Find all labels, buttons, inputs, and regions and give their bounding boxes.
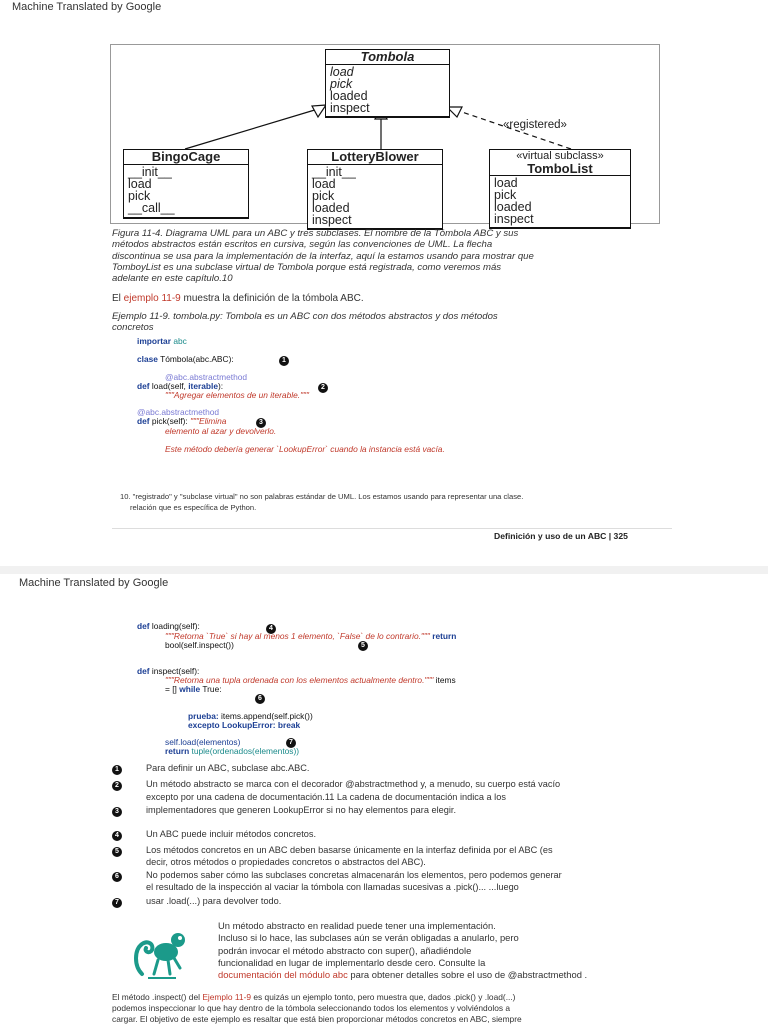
example-title xyxy=(112,312,498,333)
example-link[interactable]: Ejemplo 11-9 xyxy=(202,992,252,1002)
break-keyword: break xyxy=(275,720,301,730)
tip-line-tail: para obtener detalles sobre el uso de @abstractmethod . xyxy=(347,969,588,981)
list-item-text: Para definir un ABC, subclase abc.ABC. xyxy=(146,763,310,773)
uml-method: __init__ xyxy=(312,165,356,179)
list-item xyxy=(112,762,310,775)
footnote-line: 10. "registrado" y "subclase virtual" no son palabras estándar de UML. Los estamos usando para representar una clase. xyxy=(120,492,524,501)
list-item xyxy=(112,869,562,882)
tip-text xyxy=(218,920,587,981)
uml-method: load xyxy=(330,65,354,79)
tombolist-methods xyxy=(490,176,630,228)
callout-7-icon: 7 xyxy=(286,738,296,748)
load-call: self.load(elementos) xyxy=(165,737,241,747)
code-import-line xyxy=(137,336,187,346)
return-keyword: return xyxy=(432,631,457,641)
lemur-tip-icon xyxy=(128,920,190,982)
callout-3-icon: 3 xyxy=(256,418,266,428)
list-item xyxy=(112,895,282,908)
closing-post: es quizás un ejemplo tonto, pero muestra que, dados .pick() y .load(...) xyxy=(251,992,516,1002)
callout-6-icon: 6 xyxy=(255,694,265,704)
closing-line: podemos inspeccionar lo que hay dentro de la tómbola seleccionando todos los elementos y volviéndolos a xyxy=(112,1003,511,1013)
tombolist-header xyxy=(490,150,630,176)
closing-pre: El método .inspect() del xyxy=(112,992,203,1002)
def-keyword: def xyxy=(137,666,150,676)
lotteryblower-class-title: LotteryBlower xyxy=(308,150,442,165)
uml-method: loaded xyxy=(330,89,368,103)
caption-line: métodos abstractos están escritos en cursiva, según las convenciones de UML. La flecha xyxy=(112,239,493,251)
uml-method: inspect xyxy=(312,213,352,227)
loading-docstring: """Retorna `True` si hay al menos 1 elemento, `False` de lo contrario.""" xyxy=(165,631,430,641)
lotteryblower-class-box xyxy=(307,149,443,230)
code-pick-def xyxy=(137,416,226,426)
inspect-signature: inspect(self): xyxy=(149,666,200,676)
intro-pre: El xyxy=(112,293,124,304)
def-keyword: def xyxy=(137,416,150,426)
assign-line xyxy=(165,684,222,694)
decorator-line: @abc.abstractmethod xyxy=(137,407,220,417)
lookup-error: LookupError: xyxy=(219,720,276,730)
page-footer: Definición y uso de un ABC | 325 xyxy=(494,531,628,541)
list-item xyxy=(112,828,317,841)
tombolist-class-box xyxy=(489,149,631,229)
tip-line: Un método abstracto en realidad puede tener una implementación. xyxy=(218,920,496,931)
intro-post: muestra la definición de la tómbola ABC. xyxy=(180,293,364,304)
footnote xyxy=(120,492,523,513)
import-module: abc xyxy=(173,336,187,346)
decorator-line: @abc.abstractmethod xyxy=(165,372,248,382)
list-item-text: Un ABC puede incluir métodos concretos. xyxy=(146,829,317,839)
code-loading-def xyxy=(137,621,200,631)
footnote-line: relación que es específica de Python. xyxy=(130,502,257,512)
callout-icon: 1 xyxy=(112,765,122,775)
callout-icon: 6 xyxy=(112,872,122,882)
load-docstring: """Agregar elementos de un iterable.""" xyxy=(165,390,310,400)
callout-4-icon: 4 xyxy=(266,624,276,634)
uml-method: load xyxy=(128,177,152,191)
figure-caption xyxy=(112,228,672,284)
caption-line: Figura 11-4. Diagrama UML para un ABC y tres subclases. El nombre de la Tómbola ABC y sus xyxy=(112,228,519,239)
uml-method: load xyxy=(494,176,518,190)
uml-method: pick xyxy=(312,189,335,203)
example-title-line: concretos xyxy=(112,321,154,333)
list-item xyxy=(112,778,561,791)
pick-docstring-line: Este método debería generar `LookupError` cuando la instancia está vacía. xyxy=(165,444,445,454)
true-tail: True: xyxy=(200,684,222,694)
closing-paragraph xyxy=(112,992,522,1025)
uml-method: pick xyxy=(128,189,151,203)
machine-translated-label: Machine Translated by Google xyxy=(19,577,169,589)
list-item xyxy=(112,804,457,817)
pick-signature: pick(self): xyxy=(149,416,191,426)
uml-method: load xyxy=(312,177,336,191)
list-item-text: excepto por una cadena de documentación.11 La cadena de documentación indica a los xyxy=(146,792,506,802)
load-close: ): xyxy=(218,381,224,391)
code-class-line xyxy=(137,354,234,364)
uml-method: pick xyxy=(330,77,353,91)
uml-method: inspect xyxy=(494,212,534,226)
list-item-text: decir, otros métodos o propiedades concretos o abstractos del ABC). xyxy=(146,857,426,867)
callout-icon: 7 xyxy=(112,898,122,908)
load-param: iterable xyxy=(188,381,218,391)
loading-signature: loading(self): xyxy=(149,621,200,631)
tombolist-stereotype: «virtual subclass» xyxy=(516,150,604,162)
bingocage-methods xyxy=(124,165,248,218)
while-keyword: while xyxy=(179,684,201,694)
tip-line: Incluso si lo hace, las subclases aún se verán obligadas a anularlo, pero xyxy=(218,932,519,944)
uml-method: loaded xyxy=(494,200,532,214)
return-line xyxy=(165,746,299,756)
callout-icon: 4 xyxy=(112,831,122,841)
tombola-methods xyxy=(326,65,449,117)
def-keyword: def xyxy=(137,621,150,631)
closing-line: cargar. El objetivo de este ejemplo es resaltar que está bien proporcionar métodos concretos en ABC, siempre xyxy=(112,1014,522,1024)
bool-line: bool(self.inspect()) xyxy=(165,640,234,650)
tip-line: funcionalidad en lugar de implementarlo desde cero. Consulte la xyxy=(218,956,486,968)
caption-line: TomboyList es una subclase virtual de Tombola porque está registrada, como veremos más xyxy=(112,261,502,273)
example-title-line: Ejemplo 11-9. tombola.py: Tombola es un ABC con dos métodos abstractos y dos métodos xyxy=(112,311,498,322)
callout-icon: 3 xyxy=(112,807,122,817)
assign-text: = [] xyxy=(165,684,180,694)
callout-2-icon: 2 xyxy=(318,383,328,393)
callout-5-icon: 5 xyxy=(358,641,368,651)
bingocage-class-box xyxy=(123,149,249,219)
uml-method: pick xyxy=(494,188,517,202)
except-keyword: excepto xyxy=(188,720,220,730)
list-item xyxy=(112,844,553,857)
list-item-text: el resultado de la inspección al vaciar la tómbola con llamadas sucesivas a .pick()... ...luego xyxy=(146,882,519,892)
callout-icon: 5 xyxy=(112,847,122,857)
try-keyword: prueba: xyxy=(188,711,219,721)
append-text: items.append(self.pick()) xyxy=(218,711,313,721)
list-item-text: No podemos saber cómo las subclases concretas almacenarán los elementos, pero podemos generar xyxy=(146,870,562,880)
tombola-class-box xyxy=(325,49,450,118)
uml-method: __call__ xyxy=(128,201,175,215)
pick-docstring-start: """Elimina xyxy=(190,416,227,426)
import-keyword: importar xyxy=(137,336,171,346)
uml-diagram xyxy=(110,44,660,227)
class-keyword: clase xyxy=(137,354,158,364)
intro-paragraph xyxy=(112,293,364,306)
callout-1-icon: 1 xyxy=(279,356,289,366)
list-item-text: implementadores que generen LookupError si no hay elementos para elegir. xyxy=(146,805,457,815)
tombolist-class-title: TomboList xyxy=(527,161,593,176)
tip-line: podrán invocar el método abstracto con super(), añadiéndole xyxy=(218,944,472,956)
return-expression: tuple(ordenados(elementos)) xyxy=(189,746,300,756)
lotteryblower-methods xyxy=(308,165,442,229)
footer-divider xyxy=(112,528,672,529)
abc-docs-link[interactable]: documentación del módulo abc xyxy=(218,969,348,981)
example-link[interactable]: ejemplo 11-9 xyxy=(123,293,181,304)
class-signature: Tómbola(abc.ABC): xyxy=(157,354,234,364)
machine-translated-label: Machine Translated by Google xyxy=(12,1,162,13)
bingocage-class-title: BingoCage xyxy=(124,150,248,165)
uml-method: inspect xyxy=(330,101,370,115)
list-item-text: usar .load(...) para devolver todo. xyxy=(146,896,282,906)
tip-line xyxy=(218,969,587,981)
tombola-class-title: Tombola xyxy=(326,50,449,65)
inspect-docstring: """Retorna una tupla ordenada con los elementos actualmente dentro.""" xyxy=(165,675,434,685)
caption-line: discontinua se usa para la implementación de la interfaz, aquí la estamos usando para mostrar que xyxy=(112,250,534,262)
list-item-text: Los métodos concretos en un ABC deben basarse únicamente en la interfaz definida por el ABC (es xyxy=(146,845,553,855)
callout-icon: 2 xyxy=(112,781,122,791)
closing-line xyxy=(112,992,522,1003)
items-tail: items xyxy=(433,675,456,685)
def-keyword: def xyxy=(137,381,150,391)
load-signature: load(self, xyxy=(149,381,189,391)
uml-method: __init__ xyxy=(128,165,172,179)
return-keyword: return xyxy=(165,746,190,756)
except-line xyxy=(188,720,300,730)
caption-line: adelante en este capítulo.10 xyxy=(112,273,233,285)
registered-label: «registered» xyxy=(503,119,567,131)
page-separator xyxy=(0,566,768,574)
list-item-text: Un método abstracto se marca con el decorador @abstractmethod y, a menudo, su cuerpo está vacío xyxy=(146,779,561,789)
uml-method: loaded xyxy=(312,201,350,215)
pick-docstring-line: elemento al azar y devolverlo. xyxy=(165,426,277,436)
